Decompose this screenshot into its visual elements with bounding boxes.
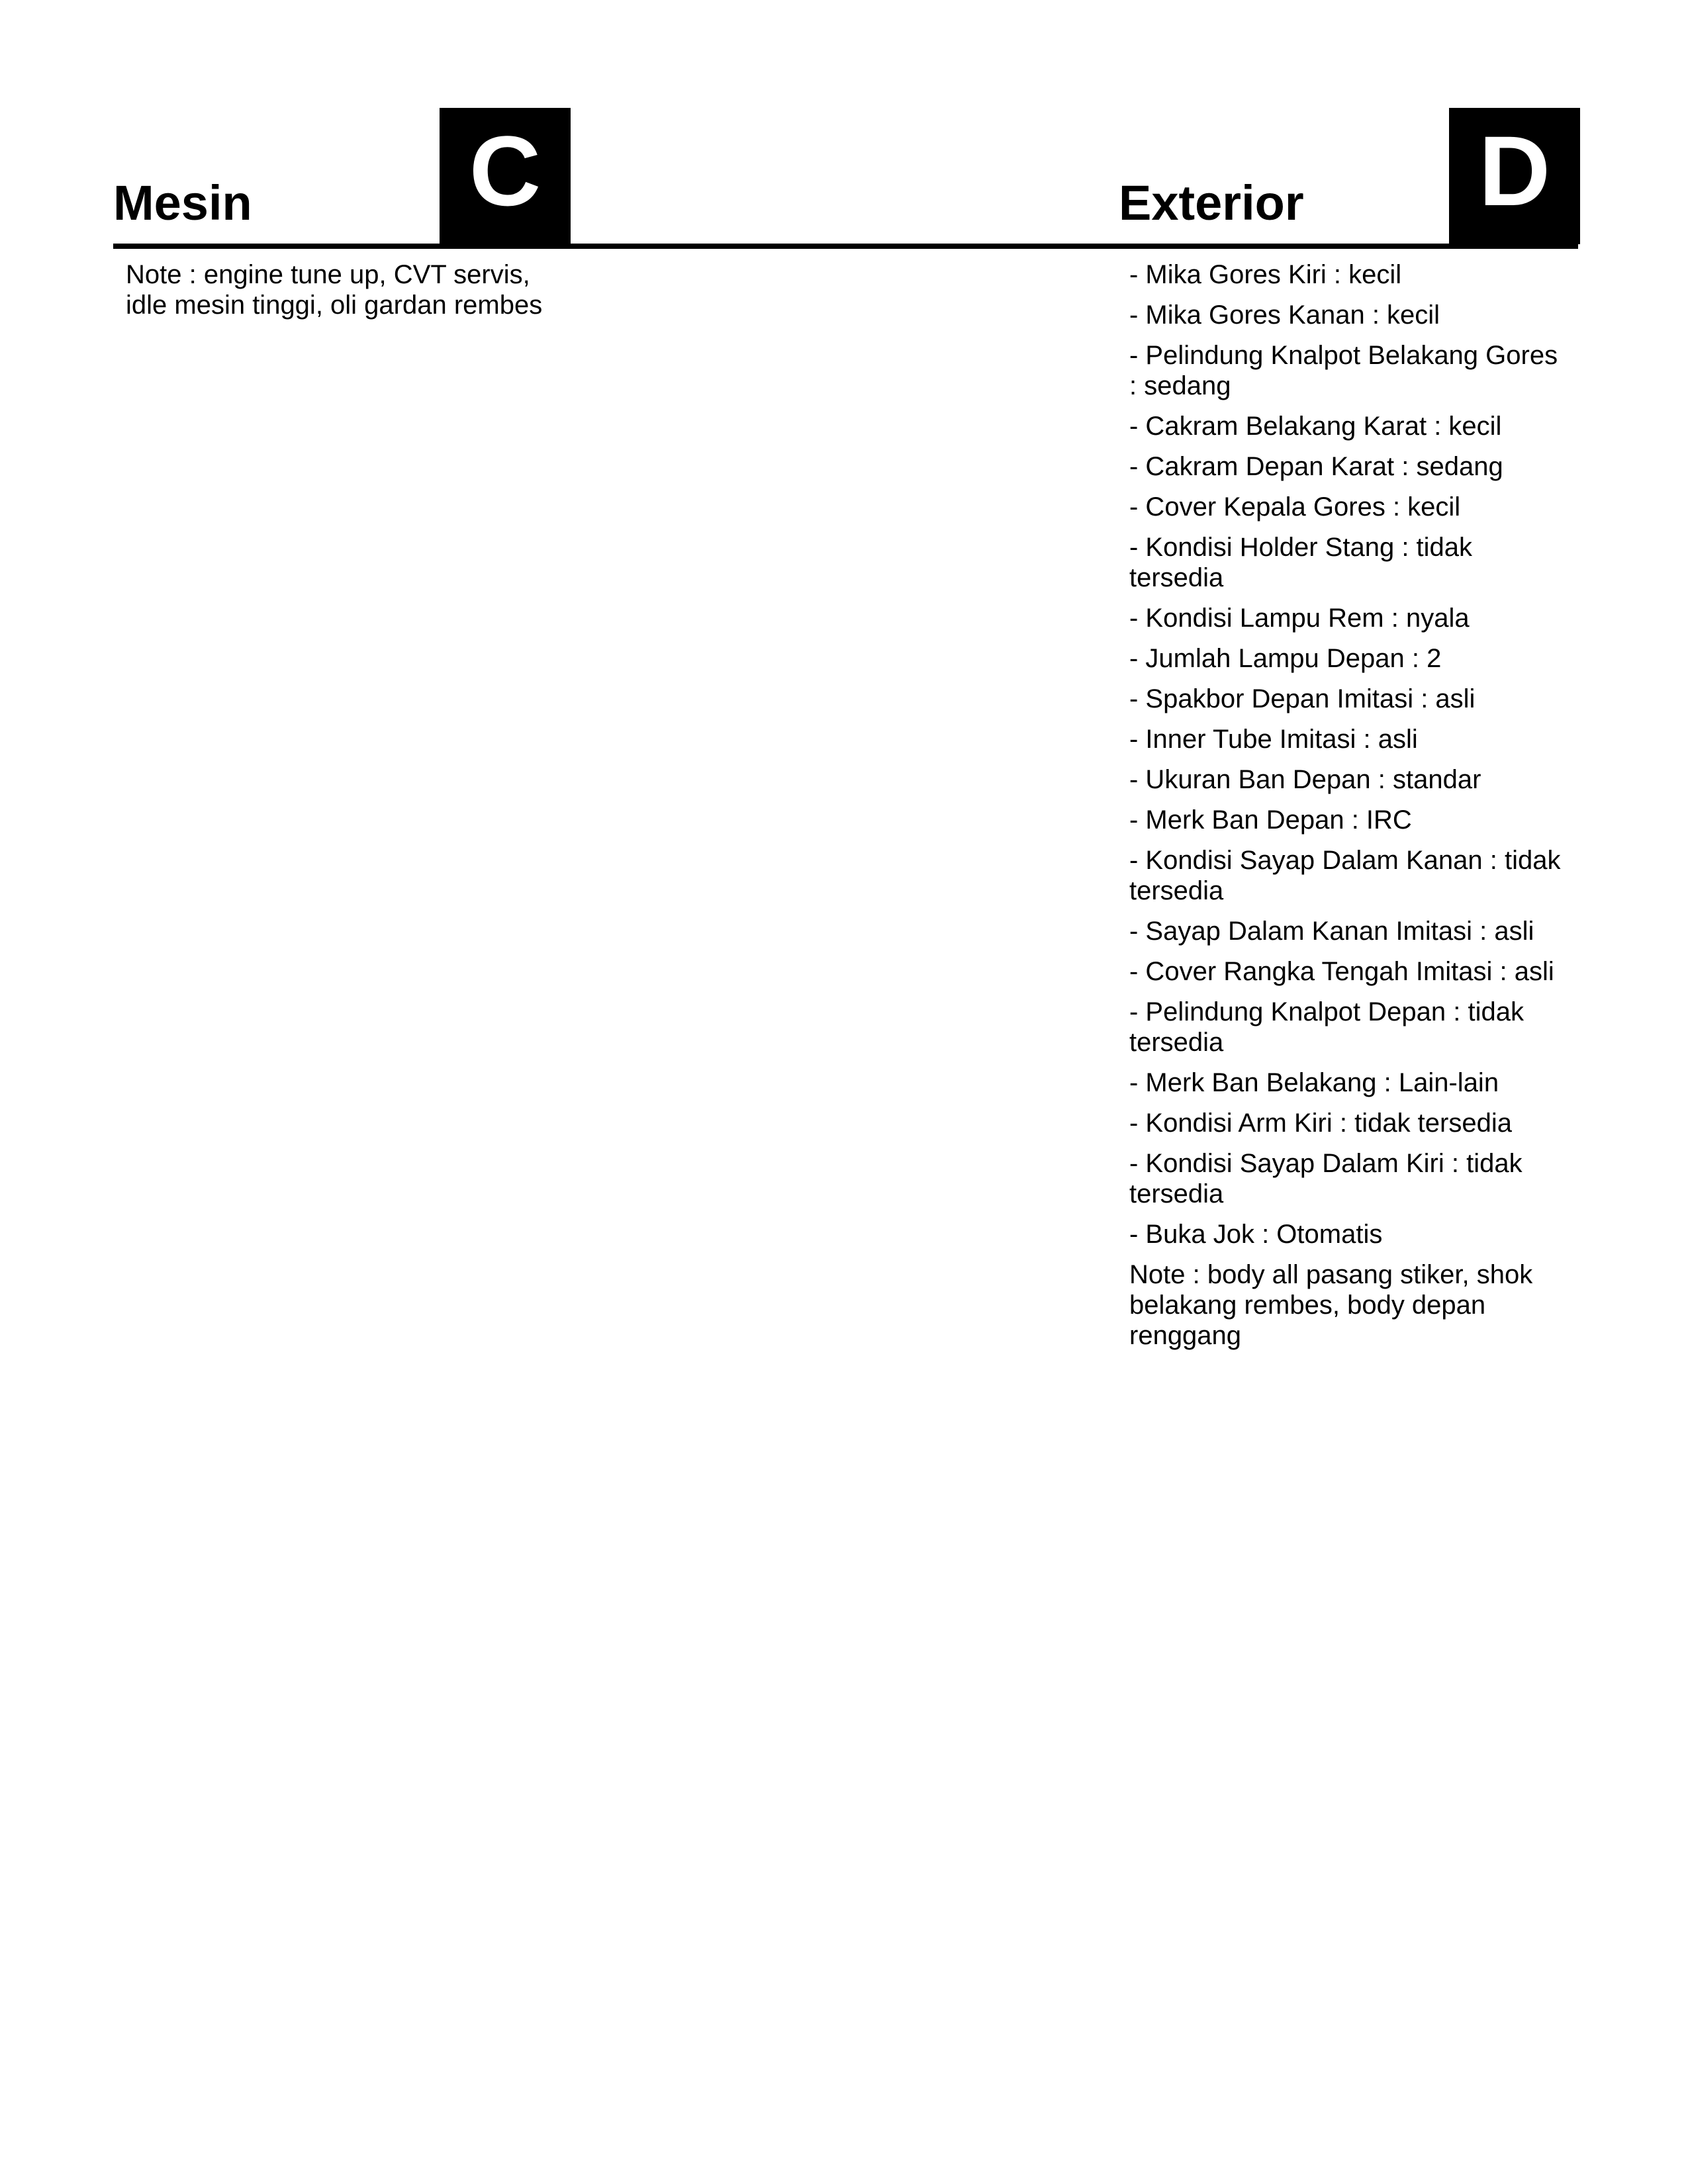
exterior-item: - Kondisi Lampu Rem : nyala (1129, 604, 1470, 633)
exterior-item: - Kondisi Sayap Dalam Kiri : tidak tersedia (1129, 1149, 1523, 1208)
exterior-item: - Spakbor Depan Imitasi : asli (1129, 684, 1476, 713)
exterior-item: - Merk Ban Depan : IRC (1129, 805, 1412, 835)
exterior-item: - Mika Gores Kiri : kecil (1129, 260, 1402, 289)
exterior-item: - Cover Kepala Gores : kecil (1129, 492, 1461, 522)
exterior-item: - Cover Rangka Tengah Imitasi : asli (1129, 957, 1554, 986)
exterior-item: - Buka Jok : Otomatis (1129, 1220, 1383, 1249)
exterior-item: - Inner Tube Imitasi : asli (1129, 725, 1418, 754)
exterior-item: - Cakram Depan Karat : sedang (1129, 452, 1503, 481)
mesin-section-letter: C (469, 115, 541, 226)
mesin-section-letter-badge (440, 108, 571, 244)
exterior-item: - Pelindung Knalpot Belakang Gores : sedang (1129, 341, 1558, 400)
exterior-item: - Pelindung Knalpot Depan : tidak tersedia (1129, 997, 1524, 1057)
exterior-item: - Mika Gores Kanan : kecil (1129, 300, 1440, 330)
section-header-rule (113, 244, 1578, 249)
exterior-item: - Jumlah Lampu Depan : 2 (1129, 644, 1442, 673)
exterior-item: - Kondisi Arm Kiri : tidak tersedia (1129, 1109, 1512, 1138)
exterior-item: - Kondisi Holder Stang : tidak tersedia (1129, 533, 1473, 592)
exterior-note: Note : body all pasang stiker, shok belakang rembes, body depan renggang (1129, 1260, 1533, 1350)
exterior-item: - Sayap Dalam Kanan Imitasi : asli (1129, 917, 1534, 946)
exterior-section-letter: D (1478, 115, 1551, 226)
exterior-item: - Ukuran Ban Depan : standar (1129, 765, 1481, 794)
exterior-item: - Merk Ban Belakang : Lain-lain (1129, 1068, 1499, 1097)
exterior-inspection-list (1129, 259, 1566, 1361)
mesin-section-title: Mesin (113, 175, 252, 230)
exterior-section-title: Exterior (1119, 175, 1304, 230)
exterior-item: - Kondisi Sayap Dalam Kanan : tidak tersedia (1129, 846, 1561, 905)
mesin-note: Note : engine tune up, CVT servis, idle mesin tinggi, oli gardan rembes (126, 260, 543, 320)
exterior-section-letter-badge (1449, 108, 1580, 244)
exterior-item: - Cakram Belakang Karat : kecil (1129, 412, 1502, 441)
